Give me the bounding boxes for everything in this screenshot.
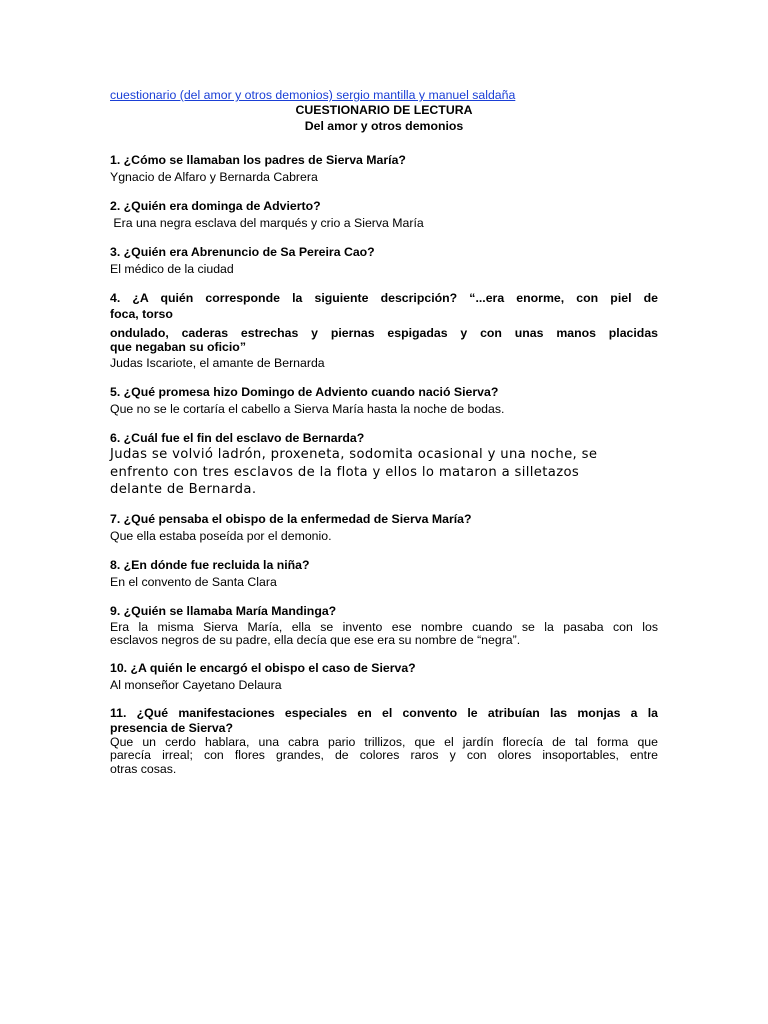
answer-line: delante de Bernarda. bbox=[110, 482, 257, 497]
qa-item bbox=[110, 706, 658, 777]
answer-text: Era una negra esclava del marqués y crio a Sierva María bbox=[110, 216, 424, 230]
question-text: 2. ¿Quién era dominga de Advierto? bbox=[110, 199, 321, 213]
qa-item bbox=[110, 430, 658, 499]
question-text: 6. ¿Cuál fue el fin del esclavo de Bernarda? bbox=[110, 431, 365, 445]
question-text: 9. ¿Quién se llamaba María Mandinga? bbox=[110, 603, 337, 618]
answer-line: Era la misma Sierva María, ella se invento ese nombre cuando se la pasaba con los bbox=[110, 619, 658, 634]
answer-line: esclavos negros de su padre, ella decía que ese era su nombre de “negra”. bbox=[110, 633, 521, 647]
question-line: 11. ¿Qué manifestaciones especiales en el convento le atribuían las monjas a la bbox=[110, 705, 658, 720]
answer-line: enfrento con tres esclavos de la flota y ellos lo mataron a silletazos bbox=[110, 464, 580, 480]
question-line: foca, torso bbox=[110, 307, 173, 321]
question-text: 3. ¿Quién era Abrenuncio de Sa Pereira Cao? bbox=[110, 245, 375, 259]
document-title: CUESTIONARIO DE LECTURA bbox=[295, 103, 473, 117]
answer-line: Que un cerdo hablara, una cabra pario trillizos, que el jardín florecía de tal forma que bbox=[110, 734, 658, 749]
document-title-link[interactable]: cuestionario (del amor y otros demonios) sergio mantilla y manuel saldaña bbox=[110, 88, 516, 102]
qa-item bbox=[110, 384, 658, 418]
question-line: 4. ¿A quién corresponde la siguiente descripción? “...era enorme, con piel de bbox=[110, 291, 658, 305]
qa-item bbox=[110, 198, 658, 232]
qa-item bbox=[110, 290, 658, 372]
document-subtitle: Del amor y otros demonios bbox=[304, 119, 464, 133]
qa-item bbox=[110, 557, 658, 591]
answer-text: El médico de la ciudad bbox=[110, 262, 234, 276]
answer-text: Que ella estaba poseída por el demonio. bbox=[110, 528, 332, 543]
qa-item bbox=[110, 152, 658, 186]
qa-item bbox=[110, 511, 658, 545]
qa-item bbox=[110, 244, 658, 278]
qa-item bbox=[110, 660, 658, 694]
question-text: 5. ¿Qué promesa hizo Domingo de Adviento cuando nació Sierva? bbox=[110, 385, 499, 399]
answer-text: En el convento de Santa Clara bbox=[110, 574, 277, 589]
question-text: 8. ¿En dónde fue recluida la niña? bbox=[110, 557, 310, 572]
question-line: presencia de Sierva? bbox=[110, 720, 234, 735]
question-line: ondulado, caderas estrechas y piernas espigadas y con unas manos placidas bbox=[110, 326, 658, 340]
question-text: 1. ¿Cómo se llamaban los padres de Sierva María? bbox=[110, 153, 406, 167]
qa-item bbox=[110, 603, 658, 648]
question-text: 10. ¿A quién le encargó el obispo el caso de Sierva? bbox=[110, 660, 416, 675]
document-content bbox=[110, 88, 658, 776]
answer-text: Ygnacio de Alfaro y Bernarda Cabrera bbox=[110, 170, 318, 184]
question-text: 7. ¿Qué pensaba el obispo de la enfermedad de Sierva María? bbox=[110, 511, 472, 526]
answer-line: Judas se volvió ladrón, proxeneta, sodomita ocasional y una noche, se bbox=[110, 447, 598, 462]
question-line: que negaban su oficio” bbox=[110, 340, 246, 354]
answer-line: parecía irreal; con flores grandes, de colores raros y con olores insoportables, entre bbox=[110, 748, 658, 762]
answer-text: Judas Iscariote, el amante de Bernarda bbox=[110, 356, 325, 370]
answer-text: Que no se le cortaría el cabello a Sierva María hasta la noche de bodas. bbox=[110, 402, 505, 416]
answer-line: otras cosas. bbox=[110, 761, 177, 776]
answer-text: Al monseñor Cayetano Delaura bbox=[110, 677, 282, 692]
